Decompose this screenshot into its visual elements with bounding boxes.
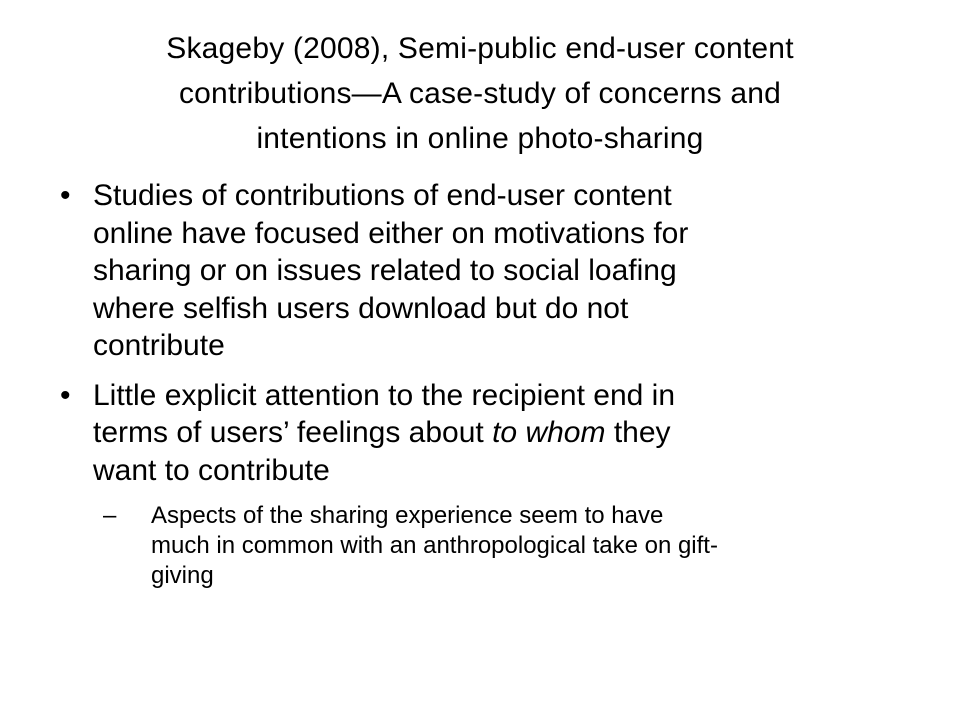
bullet-line: want to contribute	[93, 453, 330, 487]
bullet-line: sharing or on issues related to social loafing	[93, 254, 677, 287]
bullet-item	[60, 377, 920, 592]
sub-bullet-list	[93, 501, 920, 591]
bullet-line: contribute	[93, 329, 225, 362]
bullet-line	[93, 414, 920, 452]
bullet-marker: •	[60, 179, 71, 212]
sub-bullet-line: much in common with an anthropological take on gift-	[151, 532, 718, 559]
bullet-text-segment: terms of users’ feelings about	[93, 416, 493, 449]
bullet-text	[93, 377, 920, 490]
sub-bullet-line: Aspects of the sharing experience seem to have	[151, 502, 664, 529]
bullet-text	[93, 177, 920, 365]
sub-bullet-text	[151, 501, 920, 591]
bullet-marker: •	[60, 378, 71, 412]
title-line: intentions in online photo-sharing	[256, 122, 704, 155]
bullet-line: where selfish users download but do not	[93, 291, 629, 325]
sub-bullet-item	[103, 501, 920, 591]
bullet-line: Little explicit attention to the recipient end in	[93, 378, 676, 412]
title-line: Skageby (2008), Semi-public end-user content	[166, 32, 794, 65]
bullet-line: Studies of contributions of end-user content	[93, 179, 672, 212]
emphasis-text: to whom	[492, 416, 606, 449]
slide-title	[60, 26, 900, 161]
bullet-list	[60, 177, 920, 603]
sub-bullet-marker: –	[103, 502, 117, 529]
bullet-text-segment: they	[605, 416, 671, 449]
bullet-line: online have focused either on motivations for	[93, 216, 689, 250]
sub-bullet-line: giving	[151, 562, 214, 589]
bullet-item	[60, 177, 920, 365]
title-line: contributions—A case-study of concerns and	[178, 77, 782, 110]
